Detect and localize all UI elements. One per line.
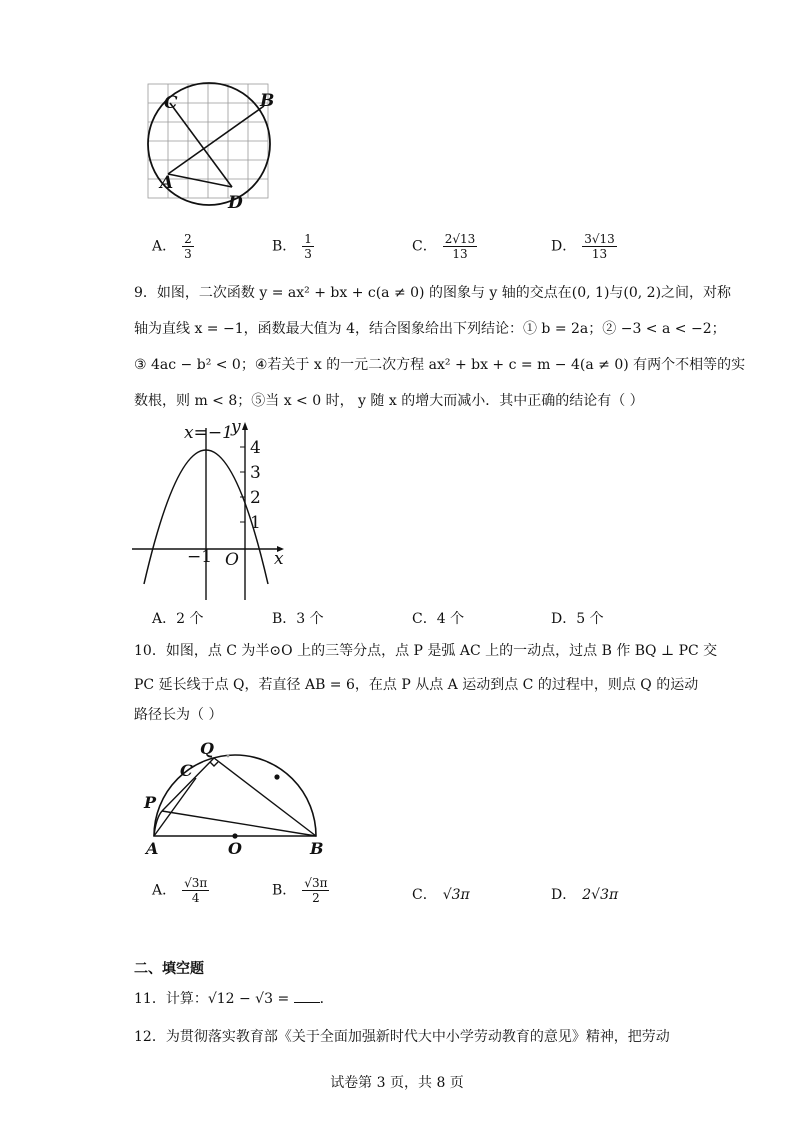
option-value: 2√3π: [582, 887, 619, 903]
q10-label-o: O: [228, 839, 242, 858]
axis-of-symmetry-label: x=−1: [184, 423, 233, 443]
q8-label-a: A: [160, 173, 174, 193]
option-letter: C．: [412, 887, 437, 903]
q10-option-c[interactable]: [412, 884, 470, 904]
numerator: 2√13: [444, 232, 476, 246]
denominator: 3: [184, 247, 192, 261]
fraction: [443, 232, 478, 261]
q8-option-a[interactable]: [152, 232, 194, 261]
q12-line-1: 12．为贯彻落实教育部《关于全面加强新时代大中小学劳动教育的意见》精神，把劳动: [134, 1029, 670, 1045]
denominator: 13: [591, 247, 608, 261]
q9-line-2: 轴为直线 x = −1，函数最大值为 4，结合图象给出下列结论：① b = 2a；② −3 < a < −2；: [134, 321, 726, 337]
q9-parabola-graph: [132, 416, 292, 600]
q9-option-c[interactable]: C．4 个: [412, 611, 465, 627]
denominator: 13: [452, 247, 468, 261]
q8-option-b[interactable]: [272, 232, 314, 261]
y-axis-label: y: [231, 417, 241, 437]
numerator: √3π: [184, 876, 208, 890]
q10-option-a[interactable]: [152, 876, 209, 905]
q8-option-c[interactable]: [412, 232, 477, 261]
q11-answer-blank[interactable]: [294, 990, 320, 1003]
q10-label-p: P: [144, 793, 157, 812]
section-title: 二、填空题: [134, 961, 204, 977]
denominator: 3: [304, 247, 312, 261]
fraction: [182, 876, 209, 905]
q9-option-a[interactable]: A．2 个: [152, 611, 204, 627]
q9-line-4: 数根，则 m < 8；⑤当 x < 0 时， y 随 x 的增大而减小．其中正确的结论有（ ）: [134, 393, 644, 409]
tick-4: 4: [250, 438, 261, 458]
q9-option-d[interactable]: D．5 个: [551, 611, 604, 627]
option-letter: B．: [272, 882, 297, 899]
tick-2: 2: [250, 488, 261, 508]
q8-option-d[interactable]: [551, 232, 617, 261]
q10-line-2: PC 延长线于点 Q，若直径 AB = 6，在点 P 从点 A 运动到点 C 的过程中，则点 Q 的运动: [134, 677, 699, 693]
tick-1: 1: [250, 513, 261, 533]
neg-one-label: −1: [187, 547, 213, 567]
q10-line-1: 10．如图，点 C 为半⊙O 上的三等分点，点 P 是弧 AC 上的一动点，过点 B 作 BQ ⊥ PC 交: [134, 643, 718, 659]
tick-3: 3: [250, 463, 261, 483]
q11-text: 11．计算：√12 − √3 =: [134, 991, 290, 1007]
option-letter: A．: [152, 882, 177, 899]
numerator: 1: [304, 232, 312, 246]
x-axis-label: x: [274, 549, 284, 569]
denominator: 4: [191, 891, 200, 905]
page-footer: 试卷第 3 页，共 8 页: [330, 1075, 464, 1091]
q10-line-3: 路径长为（ ）: [134, 707, 223, 723]
q8-figure: [140, 78, 280, 213]
numerator: 3√13: [584, 232, 615, 246]
q11-end: ．: [319, 991, 334, 1007]
q10-option-d[interactable]: [551, 884, 618, 904]
q10-label-c: C: [180, 761, 193, 780]
q10-label-a: A: [146, 839, 159, 858]
q11: [134, 988, 334, 1008]
q9-option-b[interactable]: B．3 个: [272, 611, 324, 627]
q8-label-c: C: [164, 93, 178, 113]
numerator: 2: [184, 232, 192, 246]
fraction: [302, 232, 314, 261]
q9-line-3: ③ 4ac − b² < 0；④若关于 x 的一元二次方程 ax² + bx + c = m − 4(a ≠ 0) 有两个不相等的实: [134, 357, 746, 373]
q9-line-1: 9．如图，二次函数 y = ax² + bx + c(a ≠ 0) 的图象与 y 轴的交点在(0, 1)与(0, 2)之间，对称: [134, 285, 732, 301]
q8-label-d: D: [228, 193, 243, 213]
q8-label-b: B: [260, 91, 275, 111]
option-letter: A．: [152, 238, 177, 255]
q10-semicircle-figure: [140, 736, 330, 858]
origin-label: O: [225, 550, 239, 570]
option-letter: B．: [272, 238, 297, 255]
q10-label-b: B: [310, 839, 324, 858]
q10-label-q: Q: [200, 739, 214, 758]
fraction: [582, 232, 617, 261]
option-letter: D．: [551, 238, 577, 255]
option-value: √3π: [442, 887, 470, 903]
fraction: [182, 232, 194, 261]
fraction: [302, 876, 329, 905]
option-letter: C．: [412, 238, 437, 255]
q10-option-b[interactable]: [272, 876, 329, 905]
option-letter: D．: [551, 887, 577, 903]
numerator: √3π: [304, 876, 328, 890]
denominator: 2: [312, 891, 320, 905]
